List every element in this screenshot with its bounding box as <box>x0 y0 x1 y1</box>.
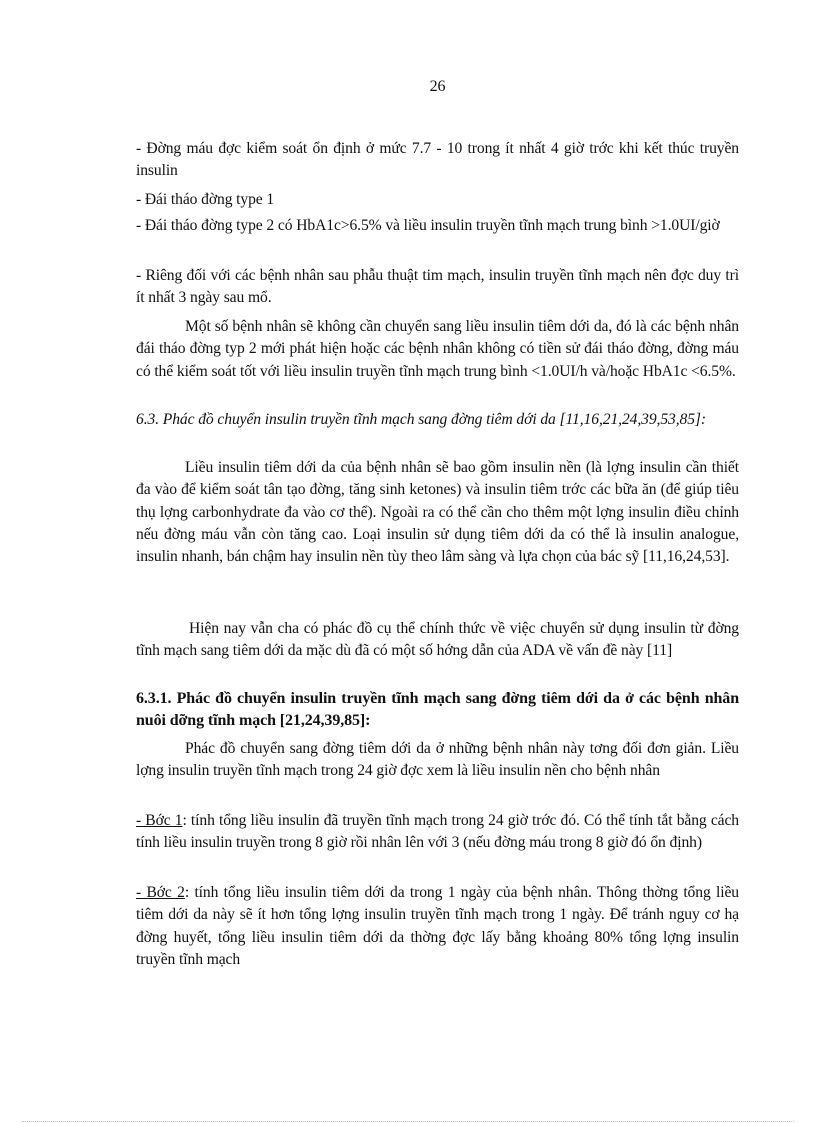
step-2 <box>136 882 739 971</box>
step-1-text: : tính tổng liều insulin đã truyền tĩnh mạch trong 24 giờ trớc đó. Có thể tính tắt bằng cách tính liều insulin truyền trong 8 giờ rồi nhân lên với 3 (nếu đờng máu trong 8 giờ đó ổn định) <box>136 812 739 852</box>
bullet-cardiac-surgery: - Riêng đối với các bệnh nhân sau phẫu thuật tim mạch, insulin truyền tĩnh mạch nên đợc duy trì ít nhất 3 ngày sau mổ. <box>136 267 739 307</box>
bullet-type2: - Đái tháo đờng type 2 có HbA1c>6.5% và liều insulin truyền tĩnh mạch trung bình >1.0UI/giờ <box>136 217 720 234</box>
paragraph-no-conversion: Một số bệnh nhân sẽ không cần chuyển sang liều insulin tiêm dới da, đó là các bệnh nhân đái tháo đờng typ 2 mới phát hiện hoặc các bệnh nhân không có tiền sử đái tháo đờng, đờng máu có thể kiểm soát tốt với liều insulin truyền tĩnh mạch trung bình <1.0UI/h và/hoặc HbA1c <6.5%. <box>136 318 739 380</box>
paragraph-parenteral: Phác đồ chuyển sang đờng tiêm dới da ở những bệnh nhân này tơng đối đơn giản. Liều lợng insulin truyền tĩnh mạch trong 24 giờ đợc xem là liều insulin nền cho bệnh nhân <box>136 740 739 780</box>
paragraph-no-protocol: Hiện nay vẫn cha có phác đồ cụ thể chính thức về việc chuyển sử dụng insulin từ đờng tĩnh mạch sang tiêm dới da mặc dù đã có một số hớng dẫn của ADA về vấn đề này [11] <box>136 620 739 660</box>
page-number: 26 <box>429 78 446 95</box>
step-1 <box>136 810 739 855</box>
bullet-type1: - Đái tháo đờng type 1 <box>136 191 275 208</box>
heading-6-3: 6.3. Phác đồ chuyển insulin truyền tĩnh mạch sang đờng tiêm dới da [11,16,21,24,39,53,85]: <box>136 411 706 428</box>
step-2-text: : tính tổng liều insulin tiêm dới da trong 1 ngày của bệnh nhân. Thông thờng tổng liều tiêm dới da này sẽ ít hơn tổng lợng insulin truyền tĩnh mạch trong 1 ngày. Để tránh nguy cơ hạ đờng huyết, tổng liều insulin tiêm dới da thờng đợc lấy bằng khoảng 80% tổng lợng insulin truyền tĩnh mạch <box>136 884 739 968</box>
bullet-glucose-control: - Đờng máu đợc kiểm soát ổn định ở mức 7.7 - 10 trong ít nhất 4 giờ trớc khi kết thúc truyền insulin <box>136 140 739 180</box>
step-2-label: - Bớc 2 <box>136 884 185 901</box>
step-1-label: - Bớc 1 <box>136 812 183 829</box>
heading-6-3-1: 6.3.1. Phác đồ chuyển insulin truyền tĩnh mạch sang đờng tiêm dới da ở các bệnh nhân nuôi dỡng tĩnh mạch [21,24,39,85]: <box>136 690 739 729</box>
page-bottom-divider <box>22 1121 794 1122</box>
paragraph-subcutaneous-dose: Liều insulin tiêm dới da của bệnh nhân sẽ bao gồm insulin nền (là lợng insulin cần thiết đa vào để kiểm soát tân tạo đờng, tăng sinh ketones) và insulin tiêm trớc các bữa ăn (để giúp tiêu thụ lợng carbonhydrate đa vào cơ thể). Ngoài ra có thể cần cho thêm một lợng insulin điều chỉnh nếu đờng máu vẫn còn tăng cao. Loại insulin sử dụng tiêm dới da có thể là insulin analogue, insulin nhanh, bán chậm hay insulin nền tùy theo lâm sàng và lựa chọn của bác sỹ [11,16,24,53]. <box>136 459 739 566</box>
